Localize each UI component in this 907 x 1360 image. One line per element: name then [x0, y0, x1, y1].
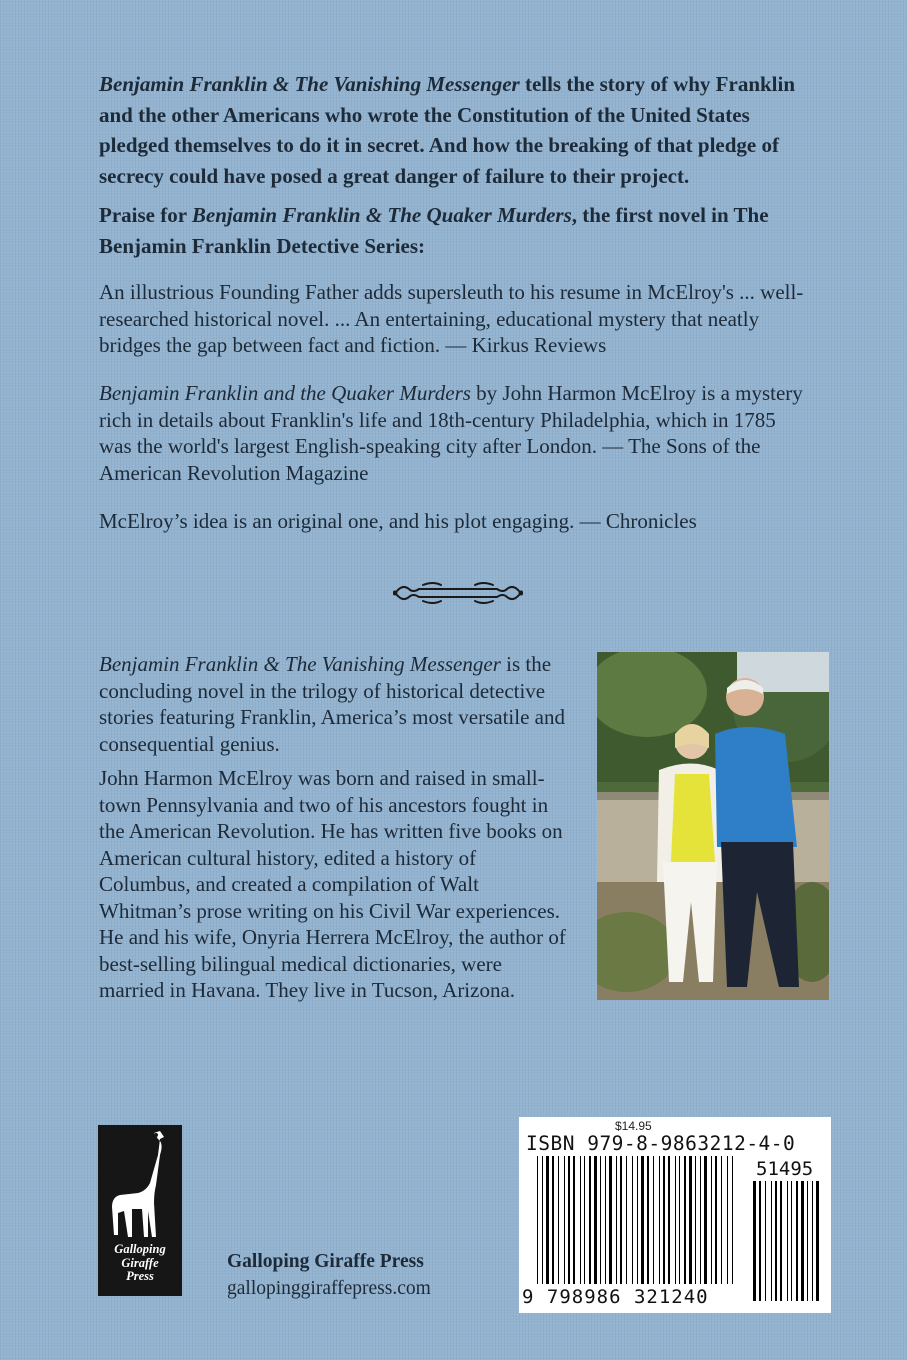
review-text: McElroy’s idea is an original one, and his plot engaging. — Chronicles [99, 509, 697, 533]
review-text: by John Harmon McElroy is a mystery rich in details about Franklin's life and 18th-century Philadelphia, which in 1785 was the world's largest English-speaking city after London. — The Sons of the American Revolution Magazine [99, 381, 803, 485]
barcode-addon: 51495 [756, 1158, 814, 1180]
author-photo [597, 652, 829, 1000]
intro-text: tells the story of why Franklin and the other Americans who wrote the Constitution of the United States pledged themselves to do it in secret. And how the breaking of that pledge of secrecy could have posed a great danger of failure to their project. [99, 72, 796, 188]
review-book-title: Benjamin Franklin and the Quaker Murders [99, 381, 471, 405]
bio-paragraph-2: John Harmon McElroy was born and raised in small-town Pennsylvania and two of his ancestors fought in the American Revolution. He has written five books on American cultural history, edited a history of Columbus, and created a compilation of Walt Whitman’s prose writing on his Civil War experiences. He and his wife, Onyria Herrera McElroy, the author of best-selling bilingual medical dictionaries, were married in Havana. They live in Tucson, Arizona. [99, 766, 566, 1002]
barcode-isbn: ISBN 979-8-9863212-4-0 [526, 1132, 796, 1155]
publisher-info [227, 1248, 431, 1302]
giraffe-icon [98, 1125, 182, 1245]
logo-line: Giraffe [121, 1255, 159, 1270]
barcode-bars [519, 1117, 831, 1313]
author-bio [99, 651, 569, 1012]
publisher-logo [98, 1125, 182, 1296]
review-text: An illustrious Founding Father adds supersleuth to his resume in McElroy's ... well-researched historical novel. ... An entertaining, educational mystery that neatly bridges the gap between fact and fiction. — Kirkus Reviews [99, 280, 804, 357]
praise-book-title: Benjamin Franklin & The Quaker Murders [191, 203, 572, 227]
intro-paragraph [99, 69, 811, 191]
praise-heading [99, 200, 811, 261]
barcode-price: $14.95 [615, 1119, 652, 1133]
intro-book-title: Benjamin Franklin & The Vanishing Messenger [99, 72, 520, 96]
praise-suffix: , the first novel in The Benjamin Franklin Detective Series: [99, 203, 769, 258]
bio-text: is the concluding novel in the trilogy of historical detective stories featuring Franklin, America’s most versatile and consequential genius. [99, 652, 565, 756]
barcode-ean: 9 798986 321240 [522, 1286, 709, 1308]
logo-line: Press [126, 1269, 154, 1283]
review-sar-magazine [99, 380, 811, 486]
publisher-url[interactable]: gallopinggiraffepress.com [227, 1278, 431, 1299]
review-kirkus [99, 279, 811, 359]
review-chronicles [99, 508, 811, 535]
barcode [519, 1117, 831, 1313]
publisher-name: Galloping Giraffe Press [227, 1251, 424, 1272]
bio-paragraph-1 [99, 651, 569, 757]
ornament-divider [393, 578, 523, 608]
logo-line: Galloping [114, 1242, 166, 1256]
bio-book-title: Benjamin Franklin & The Vanishing Messenger [99, 652, 501, 676]
logo-text [98, 1243, 182, 1284]
praise-prefix: Praise for [99, 203, 192, 227]
